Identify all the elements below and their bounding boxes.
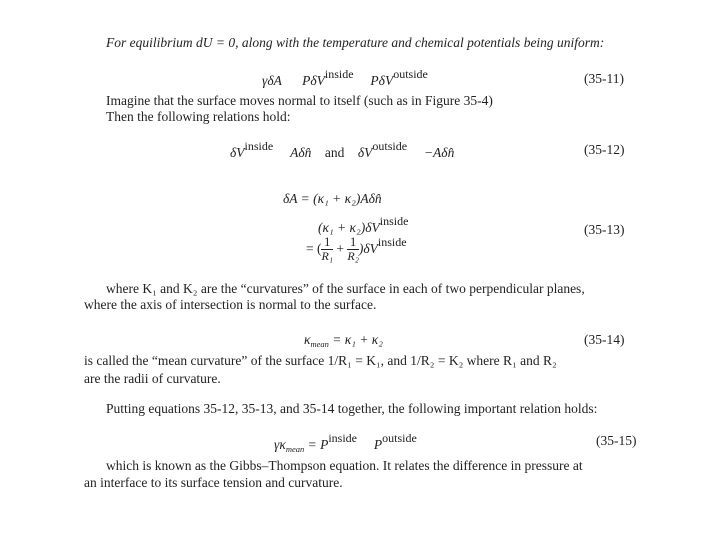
eq13-line3-suffix: )δV bbox=[358, 241, 378, 256]
paragraph-equilibrium bbox=[106, 36, 604, 50]
paragraph-surface-moves-line2: Then the following relations hold: bbox=[106, 109, 291, 124]
eq13-line1: δA = (κ₁ + κ₂)Aδn̂ bbox=[283, 191, 382, 206]
eq13-frac2 bbox=[347, 236, 359, 263]
paragraph-curvatures-line1: where K₁ and K₂ are the “curvatures” of the surface in each of two perpendicular planes, bbox=[106, 281, 585, 296]
eq13-line2: (κ₁ + κ₂)δV bbox=[318, 220, 380, 235]
eq12-v1: δV bbox=[230, 145, 245, 160]
equation-35-13-line3 bbox=[306, 236, 407, 263]
eq12-rhs2: −Aδn̂ bbox=[423, 145, 455, 160]
paragraph-surface-moves-line1: Imagine that the surface moves normal to itself (such as in Figure 35-4) bbox=[106, 93, 493, 108]
eq13-frac2-num: 1 bbox=[347, 236, 359, 250]
eq12-rhs1: Aδn̂ bbox=[290, 145, 312, 160]
equation-35-14 bbox=[304, 333, 383, 349]
eq13-line2-sup: inside bbox=[379, 214, 409, 228]
eq11-term2: PδV bbox=[370, 73, 394, 88]
eq13-frac1-den: R₁ bbox=[321, 249, 333, 264]
eq15-lhs: γκ bbox=[274, 437, 286, 452]
equation-35-13-line1 bbox=[283, 192, 382, 206]
eq15-sup-inside: inside bbox=[328, 431, 358, 445]
paragraph-putting-together: Putting equations 35-12, 35-13, and 35-14 together, the following important relation holds: bbox=[106, 401, 598, 416]
eq15-term2: P bbox=[373, 437, 383, 452]
equation-35-12 bbox=[230, 140, 454, 160]
eq11-sup-inside: inside bbox=[324, 67, 354, 81]
equation-number-35-11: (35-11) bbox=[584, 71, 624, 86]
eq12-v2: δV bbox=[357, 145, 373, 160]
eq13-plus: + bbox=[336, 241, 344, 256]
eq11-sup-outside: outside bbox=[393, 67, 428, 81]
paragraph-mean-curvature-line1: is called the “mean curvature” of the surface 1/R₁ = K₁, and 1/R₂ = K₂ where R₁ and R₂ bbox=[84, 353, 557, 368]
eq11-term1: PδV bbox=[302, 73, 325, 88]
equation-number-35-15: (35-15) bbox=[596, 433, 637, 448]
eq14-sub-mean: mean bbox=[310, 339, 329, 349]
paragraph-gibbs-thompson-line2: an interface to its surface tension and curvature. bbox=[84, 475, 343, 490]
text-equilibrium-intro: For equilibrium dU = 0, along with the temperature and chemical potentials being uniform: bbox=[106, 35, 605, 50]
eq13-frac1-num: 1 bbox=[321, 236, 333, 250]
eq14-lhs: κ bbox=[304, 332, 311, 347]
eq12-and: and bbox=[324, 145, 345, 160]
paragraph-mean-curvature-line2: are the radii of curvature. bbox=[84, 371, 221, 386]
eq13-line3-sup: inside bbox=[377, 235, 407, 249]
equation-number-35-14: (35-14) bbox=[584, 332, 625, 347]
eq14-rhs: = κ₁ + κ₂ bbox=[328, 332, 383, 347]
paragraph-gibbs-thompson-line1: which is known as the Gibbs–Thompson equation. It relates the difference in pressure at bbox=[106, 458, 583, 473]
equation-35-13-line2 bbox=[318, 215, 408, 235]
eq12-sup-outside: outside bbox=[372, 139, 408, 153]
equation-number-35-12: (35-12) bbox=[584, 142, 625, 157]
paragraph-curvatures-line2: where the axis of intersection is normal to the surface. bbox=[84, 297, 377, 312]
eq12-sup-inside: inside bbox=[244, 139, 274, 153]
equation-35-11 bbox=[262, 68, 428, 88]
eq15-sup-outside: outside bbox=[382, 431, 417, 445]
eq15-eq: = P bbox=[304, 437, 329, 452]
eq13-frac2-den: R₂ bbox=[347, 249, 359, 264]
eq15-sub-mean: mean bbox=[285, 444, 305, 454]
eq13-line3-prefix: = ( bbox=[306, 241, 322, 256]
equation-number-35-13: (35-13) bbox=[584, 222, 625, 237]
eq11-lhs: γδA bbox=[262, 73, 282, 88]
eq13-frac1 bbox=[321, 236, 333, 263]
equation-35-15 bbox=[274, 432, 417, 454]
